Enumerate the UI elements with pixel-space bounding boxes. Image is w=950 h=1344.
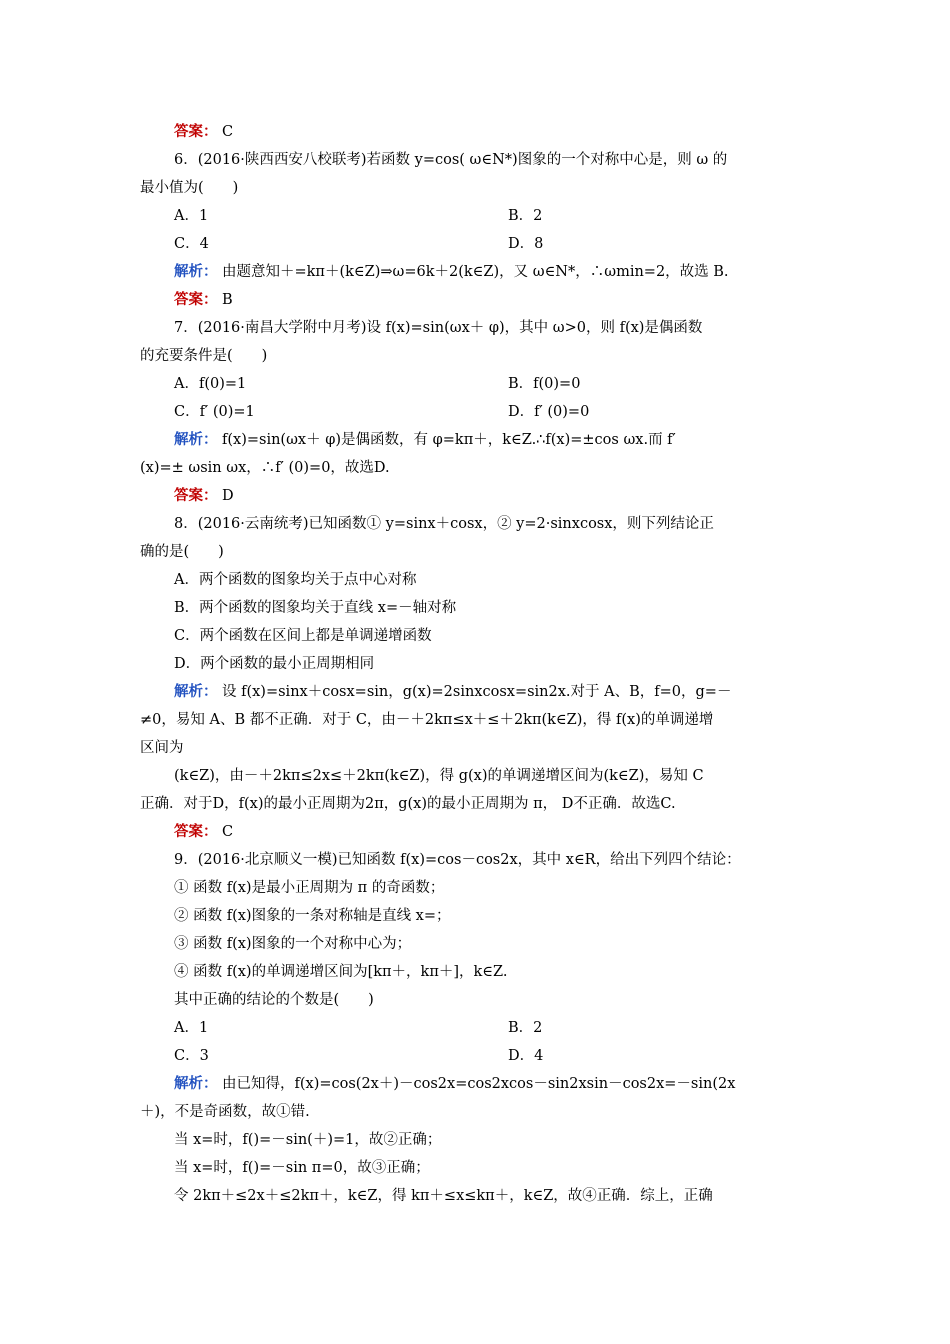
answer-label: 答案：: [174, 823, 218, 840]
text-line: [0, 203, 950, 229]
line-text: C．f′ (0)=1: [174, 404, 255, 420]
line-text: B．两个函数的图象均关于直线 x=－轴对称: [174, 600, 457, 616]
line-text: f(x)=sin(ωx＋ φ)是偶函数，有 φ=kπ＋，k∈Z.∴f(x)=±cos ωx.而 f′: [222, 432, 676, 448]
line-text: 由已知得，f(x)=cos(2x＋)－cos2x=cos2xcos－sin2xsin－cos2x=－sin(2x: [222, 1076, 736, 1092]
analysis-label: 解析：: [174, 431, 218, 448]
text-line: [0, 959, 950, 985]
line-text: 其中正确的结论的个数是( ): [174, 992, 374, 1008]
analysis-label: 解析：: [174, 263, 218, 280]
answer-label: 答案：: [174, 487, 218, 504]
line-text: A．1: [174, 208, 209, 224]
text-line: [0, 1015, 950, 1041]
text-line: [0, 623, 950, 649]
text-line: [0, 119, 950, 145]
line-text: B．2: [508, 1020, 543, 1036]
text-line: [0, 343, 950, 369]
text-line: [0, 875, 950, 901]
text-line: [0, 1071, 950, 1097]
text-line: [0, 511, 950, 537]
line-text: 由题意知＋=kπ＋(k∈Z)⇒ω=6k＋2(k∈Z)，又 ω∈N*，∴ωmin=2，故选 B.: [222, 264, 729, 280]
line-text: 的充要条件是( ): [140, 348, 268, 364]
line-text: A．f(0)=1: [174, 376, 247, 392]
line-text: 当 x=时，f()=－sin(＋)=1，故②正确；: [174, 1132, 442, 1148]
line-text: A．1: [174, 1020, 209, 1036]
text-line: [0, 1043, 950, 1069]
text-line: [0, 427, 950, 453]
line-text: C．3: [174, 1048, 209, 1064]
text-line: [0, 763, 950, 789]
text-line: [0, 539, 950, 565]
text-line: [0, 791, 950, 817]
line-text: A．两个函数的图象均关于点中心对称: [174, 572, 417, 588]
line-text: 最小值为( ): [140, 180, 239, 196]
text-line: [0, 847, 950, 873]
answer-label: 答案：: [174, 291, 218, 308]
text-line: [0, 595, 950, 621]
text-line: [0, 259, 950, 285]
text-line: [0, 287, 950, 313]
text-line: [0, 819, 950, 845]
line-text: 6．(2016·陕西西安八校联考)若函数 y=cos( ω∈N*)图象的一个对称中心是，则 ω 的: [174, 152, 728, 168]
text-line: [0, 567, 950, 593]
text-line: [0, 1183, 950, 1209]
line-text: D．8: [508, 236, 544, 252]
line-text: D．4: [508, 1048, 544, 1064]
analysis-label: 解析：: [174, 683, 218, 700]
text-line: [0, 231, 950, 257]
line-text: 当 x=时，f()=－sin π=0，故③正确；: [174, 1160, 430, 1176]
line-text: (x)=± ωsin ωx，∴f′ (0)=0，故选D.: [140, 460, 390, 476]
text-line: [0, 1127, 950, 1153]
line-text: 7．(2016·南昌大学附中月考)设 f(x)=sin(ωx＋ φ)，其中 ω>0，则 f(x)是偶函数: [174, 320, 703, 336]
line-text: 确的是( ): [140, 544, 224, 560]
line-text: 设 f(x)=sinx＋cosx=sin，g(x)=2sinxcosx=sin2x.对于 A、B，f=0，g=－: [222, 684, 732, 700]
text-line: [0, 735, 950, 761]
text-line: [0, 371, 950, 397]
text-line: [0, 651, 950, 677]
line-text: (k∈Z)，由－＋2kπ≤2x≤＋2kπ(k∈Z)，得 g(x)的单调递增区间为(k∈Z)，易知 C: [174, 768, 704, 784]
line-text: B．2: [508, 208, 543, 224]
line-text: ③ 函数 f(x)图象的一个对称中心为；: [174, 936, 412, 952]
line-text: 区间为: [140, 740, 184, 756]
line-text: D．f′ (0)=0: [508, 404, 590, 420]
line-text: C: [222, 124, 234, 140]
text-line: [0, 931, 950, 957]
line-text: 令 2kπ＋≤2x＋≤2kπ＋，k∈Z，得 kπ＋≤x≤kπ＋，k∈Z，故④正确．综上，正确: [174, 1188, 713, 1204]
text-line: [0, 483, 950, 509]
analysis-label: 解析：: [174, 1075, 218, 1092]
text-line: [0, 903, 950, 929]
line-text: ① 函数 f(x)是最小正周期为 π 的奇函数；: [174, 880, 445, 896]
line-text: B: [222, 292, 233, 308]
line-text: D: [222, 488, 234, 504]
line-text: ② 函数 f(x)图象的一条对称轴是直线 x=；: [174, 908, 451, 924]
text-line: [0, 1155, 950, 1181]
text-line: [0, 679, 950, 705]
line-text: 8．(2016·云南统考)已知函数① y=sinx＋cosx，② y=2·sinxcosx，则下列结论正: [174, 516, 714, 532]
line-text: C: [222, 824, 234, 840]
line-text: ④ 函数 f(x)的单调递增区间为[kπ＋，kπ＋]，k∈Z.: [174, 964, 508, 980]
line-text: ＋)，不是奇函数，故①错.: [140, 1104, 310, 1120]
text-line: [0, 175, 950, 201]
text-line: [0, 987, 950, 1013]
line-text: C．两个函数在区间上都是单调递增函数: [174, 628, 432, 644]
answer-label: 答案：: [174, 123, 218, 140]
text-line: [0, 707, 950, 733]
line-text: 9．(2016·北京顺义一模)已知函数 f(x)=cos－cos2x，其中 x∈R，给出下列四个结论：: [174, 852, 741, 868]
text-line: [0, 1099, 950, 1125]
line-text: D．两个函数的最小正周期相同: [174, 656, 375, 672]
line-text: C．4: [174, 236, 209, 252]
line-text: 正确．对于D，f(x)的最小正周期为2π，g(x)的最小正周期为 π， D不正确．故选C.: [140, 796, 676, 812]
line-text: ≠0，易知 A、B 都不正确．对于 C，由－＋2kπ≤x＋≤＋2kπ(k∈Z)，得 f(x)的单调递增: [140, 712, 714, 728]
text-line: [0, 455, 950, 481]
line-text: B．f(0)=0: [508, 376, 581, 392]
text-line: [0, 315, 950, 341]
text-line: [0, 399, 950, 425]
text-line: [0, 147, 950, 173]
